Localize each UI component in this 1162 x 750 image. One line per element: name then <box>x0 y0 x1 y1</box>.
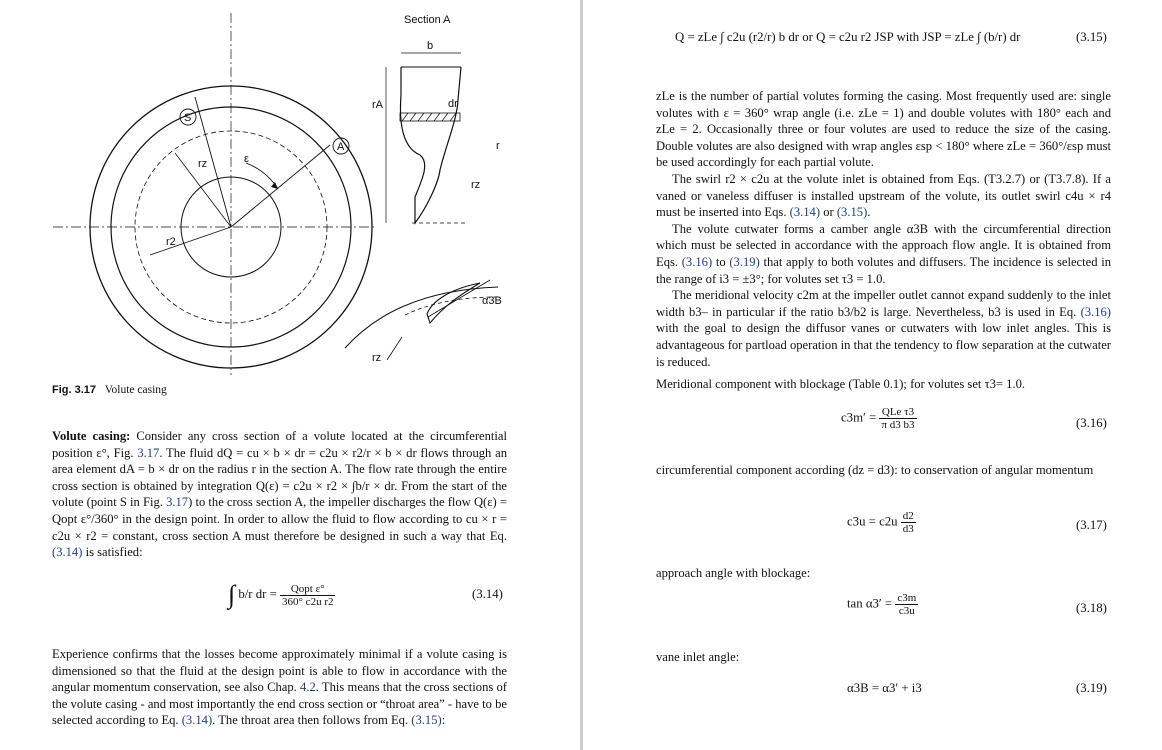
label-alpha3B: α3B <box>482 295 502 307</box>
eq-ref-link[interactable]: (3.19) <box>729 254 760 269</box>
eq-ref-link[interactable]: (3.15) <box>411 713 442 728</box>
integral-sign: ∫ <box>228 580 236 609</box>
equation-3-18: tan α3′ = $\frac{c3m}{c3u}$ <box>847 592 917 617</box>
eq314-denominator: 360° c2u r2 <box>282 595 334 608</box>
partial-volutes-paragraph: zLe is the number of partial volutes forming the casing. Most frequently used are: single volutes with ε = 360° wrap angle (i.e. zLe = 1) and double volutes with 180° each and zLe = 2. Occasionally three or four volutes are used to reduce the size of the casing. Double volutes are also designed with wrap angles εsp < 180° where zLe = 360°/εsp must be used accordingly for each partial volute. The swirl r2 × c2u at the volute inlet is obtained from Eqs. (T3.2.7) or (T3.7.8). If a vaned or vaneless diffuser is installed upstream of the volute, its outlet swirl c4u × r4 must be inserted into Eqs. (3.14) or (3.15). The volute cutwater forms a camber angle α3B with the circumferential direction which must be selected in accordance with the approach flow angle. It is obtained from Eqs. (3.16) to (3.19) that apply to both volutes and diffusers. The incidence is selected in the range of i3 = ±3°; for volutes set τ3 = 1.0. The meridional velocity c2m at the impeller outlet cannot expand suddenly to the inlet width b3– in particular if the ratio b3/b2 is large. Nevertheless, b3 is used in Eq. (3.16) with the goal to design the diffusor vanes or cutwaters with low inlet angles. This is advantageous for partload operation in that the tendency to flow separation at the cutwater is reduced. <box>656 89 1112 369</box>
eq314-lhs: b/r dr <box>238 586 267 601</box>
label-rz-bottom: rz <box>372 352 382 364</box>
equation-3-16: c3m′ = $\frac{\text{QLe τ3}}{\text{π d3 b3}}$ <box>841 406 915 431</box>
eq-ref-link[interactable]: (3.16) <box>681 254 713 269</box>
para1-heading: Volute casing: <box>52 429 131 443</box>
label-r2: r2 <box>166 236 176 248</box>
eps-arrow <box>271 182 278 189</box>
right-page <box>583 0 1162 750</box>
eq314-number: (3.14) <box>472 587 503 601</box>
chapter-ref-link[interactable]: 4.2 <box>300 680 316 695</box>
section-A-profile <box>400 67 461 223</box>
fig-ref-link[interactable]: 3.17 <box>137 445 160 460</box>
label-dr: dr <box>448 98 458 110</box>
eq314-numerator: Qopt ε° <box>290 582 325 595</box>
r2-radius-line <box>150 227 231 255</box>
eq314-fraction <box>280 583 335 608</box>
eq-ref-link[interactable]: (3.15) <box>836 205 868 220</box>
eq-ref-link[interactable]: (3.14) <box>789 205 821 220</box>
eq319-number: (3.19) <box>1076 681 1107 695</box>
label-r: r <box>496 140 500 152</box>
caption-label: Fig. 3.17 <box>52 384 97 396</box>
eq315-number: (3.15) <box>1076 30 1107 44</box>
equation-3-17: c3u = c2u $\frac{d2}{d3}$ <box>847 510 914 535</box>
label-rA: rA <box>372 99 383 111</box>
cutwater-outer-arc <box>345 287 498 348</box>
vane-inlet-paragraph: vane inlet angle: <box>656 650 740 664</box>
section-A-title: Section A <box>404 14 451 26</box>
fig-ref-link[interactable]: 3.17 <box>166 495 189 510</box>
dr-hatch <box>402 113 456 121</box>
caption-text: Volute casing <box>104 384 167 396</box>
circumferential-paragraph: circumferential component according (dz = d3): to conservation of angular momentum <box>656 463 1094 477</box>
eq318-number: (3.18) <box>1076 601 1107 615</box>
label-A: A <box>337 141 345 153</box>
throat-area-paragraph: Experience confirms that the losses become approximately minimal if a volute casing is dimensioned so that the fluid at the design point is able to flow in accordance with the angular momentum conservation, see also Chap. 4.2. This means that the cross sections of the volute casing - and most importantly the end cross section or “throat area” - have to be selected according to Eq. (3.14). The throat area then follows from Eq. (3.15): <box>52 647 507 728</box>
eq-ref-link[interactable]: (3.16) <box>1080 304 1111 319</box>
figure-caption <box>52 384 167 396</box>
equation-3-19: α3B = α3′ + i3 <box>847 681 922 695</box>
approach-angle-paragraph: approach angle with blockage: <box>656 566 811 580</box>
eq-ref-link[interactable]: (3.14) <box>52 545 83 560</box>
volute-casing-figure <box>20 5 520 380</box>
eq316-number: (3.16) <box>1076 416 1107 430</box>
rz-bottom-pointer <box>387 337 402 360</box>
label-S: S <box>184 112 192 124</box>
equation-3-15: Q = zLe ∫ c2u (r2/r) b dr or Q = c2u r2 JSP with JSP = zLe ∫ (b/r) dr <box>675 30 1021 44</box>
label-rz-left: rz <box>198 158 208 170</box>
label-b: b <box>427 40 434 52</box>
equation-3-14: ∫ b/r dr = $\frac{\text{Qopt ε°}}{\text{360° c2u r2}}$ <box>228 580 334 609</box>
label-eps: ε <box>244 153 249 165</box>
volute-casing-paragraph: Volute casing: Consider any cross section of a volute located at the circumferential position ε°, Fig. 3.17. The fluid dQ = cu × b × dr = c2u × r2/r × b × dr flows through an area element dA = b × dr on the radius r in the section A. The flow rate through the entire cross section is obtained by integration Q(ε) = c2u × r2 × ∫b/r × dr. From the start of the volute (point S in Fig. 3.17) to the cross section A, the impeller discharges the flow Q(ε) = Qopt ε°/360° in the design point. In order to allow the fluid to flow according to cu × r = c2u × r2 = constant, cross section A must therefore be designed in such a way that Eq. (3.14) is satisfied: <box>52 429 508 560</box>
eq317-number: (3.17) <box>1076 518 1107 532</box>
alpha3B-line <box>428 280 490 317</box>
eq-ref-link[interactable]: (3.14) <box>181 713 213 728</box>
label-rz-mid: rz <box>471 179 481 191</box>
meridional-paragraph: Meridional component with blockage (Table 0.1); for volutes set τ3= 1.0. <box>656 377 1026 391</box>
left-page <box>0 0 580 750</box>
